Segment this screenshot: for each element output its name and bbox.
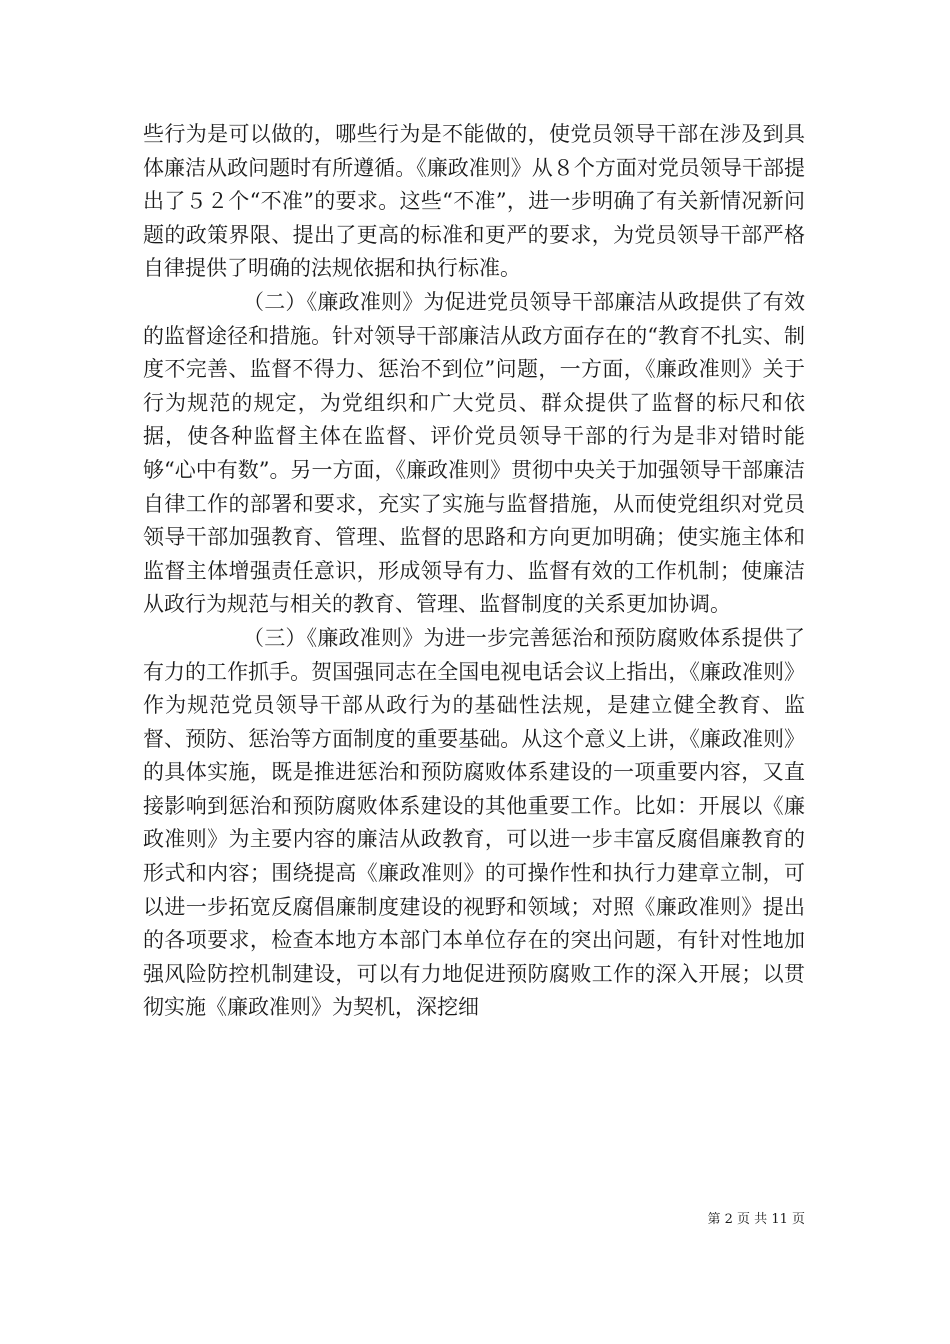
page-number-footer: 第 2 页 共 11 页 <box>707 1212 805 1227</box>
paragraph-continuation: 些行为是可以做的，哪些行为是不能做的，使党员领导干部在涉及到具体廉洁从政问题时有所遵循。《廉政准则》从８个方面对党员领导干部提出了５２个“不准”的要求。这些“不准”，进一步明确了有关新情况新问题的政策界限、提出了更高的标准和更严的要求，为党员领导干部严格自律提供了明确的法规依据和执行标准。 <box>143 122 805 281</box>
paragraph-section-two: （二）《廉政准则》为促进党员领导干部廉洁从政提供了有效的监督途径和措施。针对领导干部廉洁从政方面存在的“教育不扎实、制度不完善、监督不得力、惩治不到位”问题，一方面，《廉政准则》关于行为规范的规定，为党组织和广大党员、群众提供了监督的标尺和依据，使各种监督主体在监督、评价党员领导干部的行为是非对错时能够“心中有数”。另一方面，《廉政准则》贯彻中央关于加强领导干部廉洁自律工作的部署和要求，充实了实施与监督措施，从而使党组织对党员领导干部加强教育、管理、监督的思路和方向更加明确；使实施主体和监督主体增强责任意识，形成领导有力、监督有效的工作机制；使廉洁从政行为规范与相关的教育、管理、监督制度的关系更加协调。 <box>143 289 805 617</box>
document-body <box>143 118 805 1025</box>
paragraph-section-three: （三）《廉政准则》为进一步完善惩治和预防腐败体系提供了有力的工作抓手。贺国强同志在全国电视电话会议上指出，《廉政准则》作为规范党员领导干部从政行为的基础性法规，是建立健全教育、监督、预防、惩治等方面制度的重要基础。从这个意义上讲，《廉政准则》的具体实施，既是推进惩治和预防腐败体系建设的一项重要内容，又直接影响到惩治和预防腐败体系建设的其他重要工作。比如：开展以《廉政准则》为主要内容的廉洁从政教育，可以进一步丰富反腐倡廉教育的形式和内容；围绕提高《廉政准则》的可操作性和执行力建章立制，可以进一步拓宽反腐倡廉制度建设的视野和领域；对照《廉政准则》提出的各项要求，检查本地方本部门本单位存在的突出问题，有针对性地加强风险防控机制建设，可以有力地促进预防腐败工作的深入开展；以贯彻实施《廉政准则》为契机，深挖细 <box>143 625 805 1020</box>
